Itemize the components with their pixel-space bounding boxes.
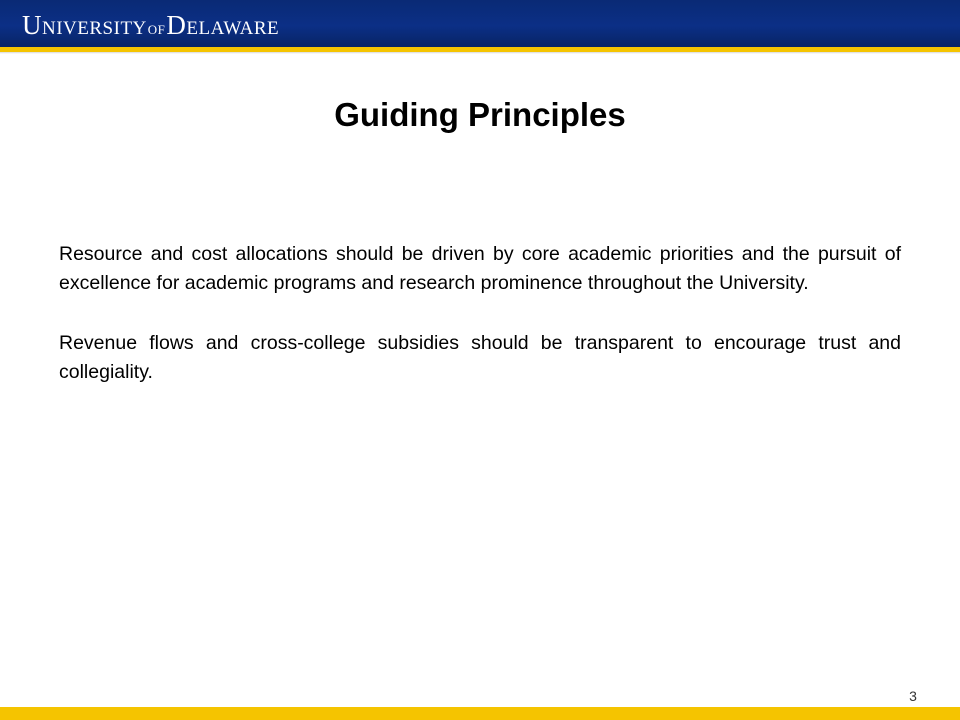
header-bar bbox=[0, 0, 960, 47]
university-logo bbox=[22, 10, 279, 40]
logo-letter-u: U bbox=[22, 10, 42, 40]
slide-title: Guiding Principles bbox=[334, 96, 626, 133]
footer-bar bbox=[0, 707, 960, 720]
principle-paragraph-1: Resource and cost allocations should be driven by core academic priorities and the pursuit of excellence for academic programs and research prominence throughout the University. bbox=[59, 243, 901, 294]
logo-university: NIVERSITY bbox=[42, 18, 147, 39]
principle-paragraph-2: Revenue flows and cross-college subsidies should be transparent to encourage trust and collegiality. bbox=[59, 332, 901, 383]
logo-of: OF bbox=[147, 22, 166, 37]
slide-body bbox=[59, 240, 901, 418]
logo-letter-d: D bbox=[166, 10, 187, 40]
logo-delaware: ELAWARE bbox=[186, 18, 280, 39]
page-number: 3 bbox=[909, 688, 917, 704]
header-accent-shadow bbox=[0, 52, 960, 54]
